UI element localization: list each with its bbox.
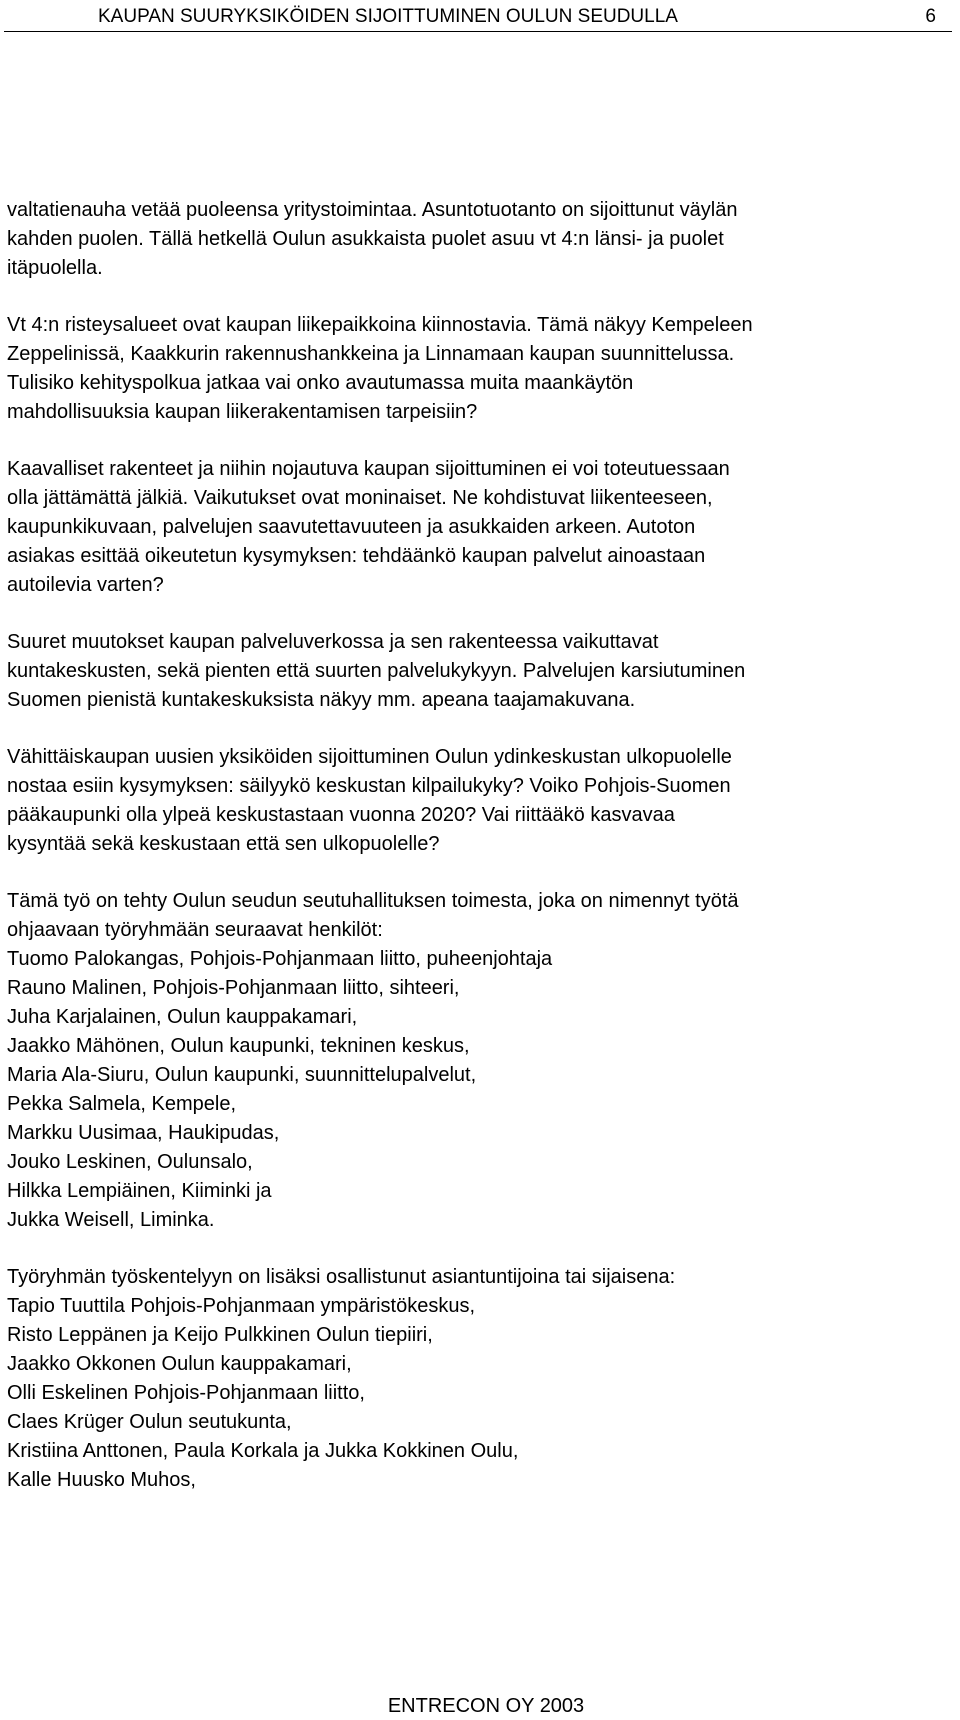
footer-text: ENTRECON OY 2003: [387, 1695, 585, 1717]
text-line: Juha Karjalainen, Oulun kauppakamari,: [7, 1006, 358, 1028]
text-line: Tuomo Palokangas, Pohjois-Pohjanmaan liitto, puheenjohtaja: [7, 948, 553, 970]
paragraph: [7, 455, 947, 600]
text-line: kaupunkikuvaan, palvelujen saavutettavuuteen ja asukkaiden arkeen. Autoton: [7, 516, 696, 538]
text-line: Tämä työ on tehty Oulun seudun seutuhallituksen toimesta, joka on nimennyt työtä: [7, 890, 739, 912]
text-line: Tulisiko kehityspolkua jatkaa vai onko avautumassa muita maankäytön: [7, 372, 634, 394]
paragraph: [7, 196, 947, 283]
text-line: itäpuolella.: [7, 257, 103, 279]
text-line: ohjaavaan työryhmään seuraavat henkilöt:: [7, 919, 383, 941]
text-line: Jaakko Mähönen, Oulun kaupunki, tekninen keskus,: [7, 1035, 470, 1057]
text-line: kahden puolen. Tällä hetkellä Oulun asukkaista puolet asuu vt 4:n länsi- ja puolet: [7, 228, 724, 250]
paragraph: [7, 887, 947, 1235]
text-line: Suomen pienistä kuntakeskuksista näkyy mm. apeana taajamakuvana.: [7, 689, 636, 711]
text-line: kysyntää sekä keskustaan että sen ulkopuolelle?: [7, 833, 440, 855]
page-header: [4, 0, 952, 32]
text-line: Risto Leppänen ja Keijo Pulkkinen Oulun tiepiiri,: [7, 1324, 433, 1346]
text-line: Rauno Malinen, Pohjois-Pohjanmaan liitto, sihteeri,: [7, 977, 460, 999]
text-line: Jukka Weisell, Liminka.: [7, 1209, 215, 1231]
text-line: Kalle Huusko Muhos,: [7, 1469, 196, 1491]
page-footer: [0, 1695, 960, 1717]
paragraph: [7, 1263, 947, 1495]
text-line: Claes Krüger Oulun seutukunta,: [7, 1411, 292, 1433]
running-header-title: KAUPAN SUURYKSIKÖIDEN SIJOITTUMINEN OULUN SEUDULLA: [98, 6, 678, 27]
text-line: Kristiina Anttonen, Paula Korkala ja Jukka Kokkinen Oulu,: [7, 1440, 519, 1462]
text-line: Zeppelinissä, Kaakkurin rakennushankkeina ja Linnamaan kaupan suunnittelussa.: [7, 343, 735, 365]
paragraph: [7, 743, 947, 859]
text-line: Hilkka Lempiäinen, Kiiminki ja: [7, 1180, 272, 1202]
text-line: Kaavalliset rakenteet ja niihin nojautuva kaupan sijoittuminen ei voi toteutuessaan: [7, 458, 730, 480]
text-line: mahdollisuuksia kaupan liikerakentamisen tarpeisiin?: [7, 401, 478, 423]
text-line: Jaakko Okkonen Oulun kauppakamari,: [7, 1353, 352, 1375]
text-line: valtatienauha vetää puoleensa yritystoimintaa. Asuntotuotanto on sijoittunut väylän: [7, 199, 738, 221]
text-line: Maria Ala-Siuru, Oulun kaupunki, suunnittelupalvelut,: [7, 1064, 477, 1086]
text-line: Vt 4:n risteysalueet ovat kaupan liikepaikkoina kiinnostavia. Tämä näkyy Kempeleen: [7, 314, 753, 336]
text-line: asiakas esittää oikeutetun kysymyksen: tehdäänkö kaupan palvelut ainoastaan: [7, 545, 706, 567]
text-line: autoilevia varten?: [7, 574, 164, 596]
text-line: Suuret muutokset kaupan palveluverkossa ja sen rakenteessa vaikuttavat: [7, 631, 659, 653]
text-line: Jouko Leskinen, Oulunsalo,: [7, 1151, 253, 1173]
text-line: Vähittäiskaupan uusien yksiköiden sijoittuminen Oulun ydinkeskustan ulkopuolelle: [7, 746, 732, 768]
text-line: Tapio Tuuttila Pohjois-Pohjanmaan ympäristökeskus,: [7, 1295, 476, 1317]
paragraph: [7, 311, 947, 427]
text-line: Työryhmän työskentelyyn on lisäksi osallistunut asiantuntijoina tai sijaisena:: [7, 1266, 676, 1288]
page-number: 6: [925, 6, 936, 27]
paragraph: [7, 628, 947, 715]
text-line: olla jättämättä jälkiä. Vaikutukset ovat moninaiset. Ne kohdistuvat liikenteeseen,: [7, 487, 713, 509]
text-line: nostaa esiin kysymyksen: säilyykö keskustan kilpailukyky? Voiko Pohjois-Suomen: [7, 775, 731, 797]
text-line: kuntakeskusten, sekä pienten että suurten palvelukykyyn. Palvelujen karsiutuminen: [7, 660, 746, 682]
text-line: Pekka Salmela, Kempele,: [7, 1093, 237, 1115]
text-line: pääkaupunki olla ylpeä keskustastaan vuonna 2020? Vai riittääkö kasvavaa: [7, 804, 675, 826]
text-line: Olli Eskelinen Pohjois-Pohjanmaan liitto,: [7, 1382, 365, 1404]
text-line: Markku Uusimaa, Haukipudas,: [7, 1122, 280, 1144]
document-body: [7, 196, 947, 1523]
